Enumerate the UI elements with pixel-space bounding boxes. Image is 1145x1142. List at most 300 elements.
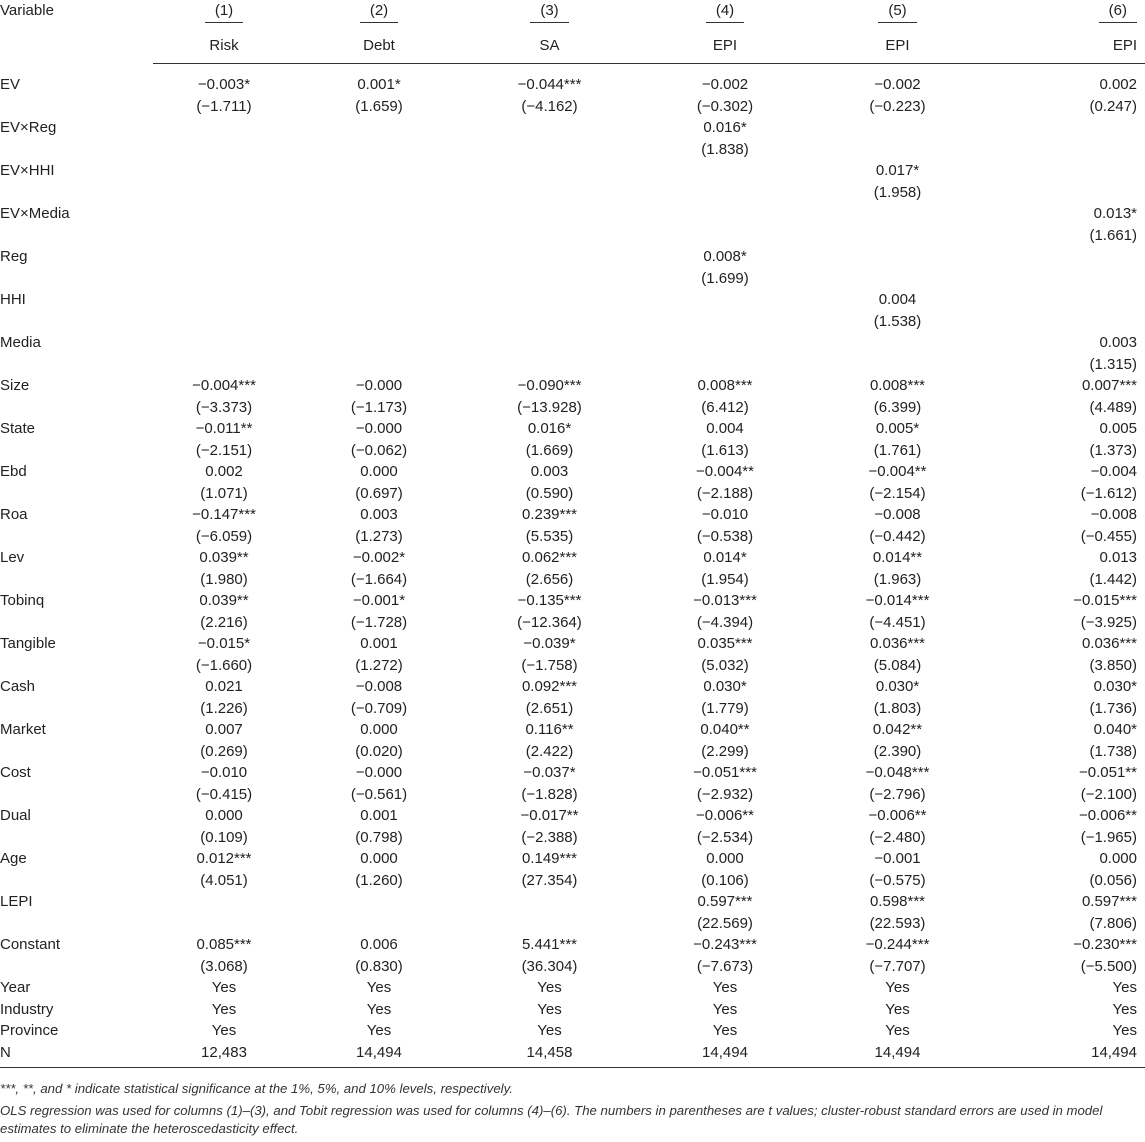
t-value-cell (981, 311, 1145, 333)
coefficient-cell (295, 332, 463, 354)
t-value-cell (463, 268, 636, 290)
t-value-cell: (−0.561) (350, 785, 408, 803)
coefficient-cell: 0.597*** (1081, 893, 1137, 910)
table-row (0, 805, 1145, 827)
coefficient-cell: 0.030* (875, 678, 920, 695)
coefficient-cell: −0.037* (523, 764, 576, 781)
coefficient-cell (981, 289, 1145, 311)
t-value-cell: (1.661) (1089, 226, 1137, 244)
t-value-cell: (1.669) (525, 441, 574, 459)
control-value-cell: 14,494 (981, 1042, 1145, 1068)
coefficient-cell (153, 289, 295, 311)
t-value-cell (814, 354, 981, 376)
coefficient-cell: −0.011** (195, 420, 253, 437)
t-value-cell: (−2.100) (1080, 785, 1137, 803)
table-row (0, 96, 1145, 118)
variable-label: Size (0, 377, 30, 394)
empty-label-cell (0, 311, 153, 333)
coefficient-cell: −0.015* (197, 635, 251, 652)
variable-label: Cost (0, 764, 31, 781)
t-value-cell: (−5.500) (1080, 957, 1137, 975)
coefficient-cell: 0.042** (872, 721, 923, 738)
t-value-cell (814, 268, 981, 290)
t-value-cell: (1.442) (1089, 570, 1137, 588)
coefficient-cell: 0.021 (205, 678, 243, 695)
control-value-cell: Yes (366, 1000, 392, 1018)
coefficient-cell: −0.243*** (693, 936, 757, 953)
coefficient-cell: −0.006** (1079, 807, 1137, 824)
column-number-3: (3) (463, 0, 636, 29)
coefficient-cell: −0.135*** (517, 592, 582, 609)
t-value-cell (636, 354, 814, 376)
t-value-cell: (−0.538) (696, 527, 754, 545)
coefficient-cell: 0.014** (872, 549, 923, 566)
table-row (0, 483, 1145, 505)
coefficient-cell: 0.006 (360, 936, 398, 953)
coefficient-cell (814, 332, 981, 354)
t-value-cell (153, 311, 295, 333)
variable-header: Variable (0, 2, 54, 19)
t-value-cell: (−0.455) (1080, 527, 1137, 545)
t-value-cell (463, 913, 636, 935)
empty-label-cell (0, 440, 153, 462)
t-value-cell: (0.247) (1089, 97, 1137, 115)
coefficient-cell: 0.000 (1099, 850, 1137, 867)
coefficient-cell: −0.244*** (865, 936, 930, 953)
t-value-cell: (−1.664) (350, 570, 408, 588)
t-value-cell: (5.032) (701, 656, 749, 674)
column-number-4: (4) (636, 0, 814, 29)
control-row (0, 1020, 1145, 1042)
table-row (0, 332, 1145, 354)
coefficient-cell: 0.039** (199, 549, 249, 566)
coefficient-cell: 0.597*** (697, 893, 753, 910)
control-label: Year (0, 979, 31, 996)
coefficient-cell: 0.000 (205, 807, 243, 824)
t-value-cell: (7.806) (1089, 914, 1137, 932)
t-value-cell: (27.354) (521, 871, 578, 889)
control-value-cell: 14,458 (463, 1042, 636, 1068)
table-row (0, 590, 1145, 612)
column-number-6: (6) (981, 0, 1145, 29)
t-value-cell: (−2.480) (869, 828, 926, 846)
coefficient-cell: −0.013*** (693, 592, 757, 609)
coefficient-cell: −0.002* (352, 549, 406, 566)
t-value-cell: (1.613) (701, 441, 749, 459)
variable-label: Dual (0, 807, 31, 824)
coefficient-cell: −0.000 (355, 377, 403, 394)
t-value-cell: (−2.932) (696, 785, 754, 803)
control-value-cell: Yes (366, 979, 392, 996)
coefficient-cell: 0.003 (530, 463, 569, 480)
coefficient-cell: 0.598*** (869, 893, 926, 910)
empty-label-cell (0, 741, 153, 763)
coefficient-cell: −0.015*** (1073, 592, 1137, 609)
table-body (0, 64, 1145, 1068)
coefficient-cell (814, 246, 981, 268)
coefficient-cell: −0.010 (200, 764, 248, 781)
t-value-cell (295, 268, 463, 290)
coefficient-cell: 0.036*** (869, 635, 926, 652)
t-value-cell: (22.593) (869, 914, 926, 932)
t-value-cell: (1.954) (701, 570, 749, 588)
coefficient-cell (295, 289, 463, 311)
t-value-cell: (1.803) (873, 699, 922, 717)
t-value-cell: (−7.673) (696, 957, 754, 975)
table-row (0, 117, 1145, 139)
empty-label-cell (0, 182, 153, 204)
coefficient-cell (463, 246, 636, 268)
control-label: Industry (0, 1000, 54, 1018)
coefficient-cell: 0.005* (875, 420, 920, 437)
t-value-cell: (2.422) (525, 742, 574, 760)
table-row (0, 698, 1145, 720)
variable-label: State (0, 420, 36, 437)
empty-label-cell (0, 139, 153, 161)
column-number-1: (1) (153, 0, 295, 29)
coefficient-cell: −0.147*** (192, 506, 256, 523)
table-notes (0, 1080, 1140, 1142)
coefficient-cell: 0.004 (878, 291, 917, 308)
coefficient-cell: 0.000 (360, 721, 398, 738)
t-value-cell: (−2.534) (696, 828, 754, 846)
dependent-variable-6: EPI (981, 29, 1145, 64)
table-row (0, 64, 1145, 96)
t-value-cell: (4.051) (200, 871, 248, 889)
coefficient-cell: 0.039** (199, 592, 249, 609)
coefficient-cell: 0.005 (1099, 420, 1137, 437)
table-row (0, 311, 1145, 333)
t-value-cell: (2.651) (525, 699, 574, 717)
control-row (0, 977, 1145, 999)
dependent-variable-3: SA (463, 29, 636, 64)
coefficient-cell (153, 891, 295, 913)
coefficient-cell: −0.044*** (517, 76, 582, 93)
table-row (0, 676, 1145, 698)
coefficient-cell (814, 117, 981, 139)
coefficient-cell: −0.002 (874, 76, 921, 93)
coefficient-cell: −0.004 (1090, 463, 1137, 480)
coefficient-cell (295, 117, 463, 139)
t-value-cell: (2.390) (873, 742, 922, 760)
t-value-cell: (1.838) (701, 140, 749, 158)
table-row (0, 182, 1145, 204)
t-value-cell: (−1.173) (350, 398, 408, 416)
t-value-cell (981, 139, 1145, 161)
table-row (0, 440, 1145, 462)
empty-label-cell (0, 698, 153, 720)
coefficient-cell: 0.035*** (697, 635, 753, 652)
coefficient-cell: 5.441*** (521, 936, 578, 953)
control-value-cell: Yes (537, 1022, 562, 1039)
t-value-cell (636, 311, 814, 333)
coefficient-cell: −0.001* (352, 592, 406, 609)
t-value-cell (463, 311, 636, 333)
coefficient-cell: 0.116** (525, 721, 574, 738)
t-value-cell: (1.980) (200, 570, 248, 588)
control-value-cell: Yes (1112, 1022, 1137, 1039)
t-value-cell: (−1.660) (195, 656, 253, 674)
coefficient-cell: 0.002 (1099, 76, 1137, 93)
coefficient-cell: 0.030* (1093, 678, 1137, 695)
variable-label: EV×Media (0, 205, 70, 222)
t-value-cell: (−1.612) (1080, 484, 1137, 502)
t-value-cell: (1.071) (200, 484, 248, 502)
t-value-cell (153, 182, 295, 204)
table-row (0, 719, 1145, 741)
coefficient-cell: −0.090*** (517, 377, 582, 394)
coefficient-cell (153, 203, 295, 225)
variable-label: Cash (0, 678, 36, 695)
table-row (0, 225, 1145, 247)
coefficient-cell: 0.017* (875, 162, 920, 179)
coefficient-cell (814, 203, 981, 225)
t-value-cell (153, 913, 295, 935)
t-value-cell (153, 139, 295, 161)
t-value-cell: (−2.796) (869, 785, 926, 803)
coefficient-cell: 0.016* (703, 119, 747, 136)
coefficient-cell: −0.000 (355, 764, 403, 781)
t-value-cell: (−2.188) (696, 484, 754, 502)
variable-label: Tobinq (0, 592, 45, 609)
method-note: OLS regression was used for columns (1)–(3), and Tobit regression was used for columns (4)–(6). The numbers in parentheses are t values; cluster-robust standard errors are used in model estimates to eliminate the heteroscedasticity effect. (0, 1103, 1103, 1136)
t-value-cell: (0.798) (355, 828, 403, 846)
coefficient-cell: 0.012*** (196, 850, 252, 867)
t-value-cell: (−2.388) (521, 828, 578, 846)
control-value-cell: 14,494 (636, 1042, 814, 1068)
table-row (0, 461, 1145, 483)
t-value-cell: (−0.442) (869, 527, 926, 545)
table-row (0, 397, 1145, 419)
empty-label-cell (0, 526, 153, 548)
t-value-cell: (−3.925) (1080, 613, 1137, 631)
table-row (0, 870, 1145, 892)
t-value-cell: (−4.394) (696, 613, 754, 631)
empty-label-cell (0, 956, 153, 978)
t-value-cell (295, 311, 463, 333)
coefficient-cell: 0.036*** (1081, 635, 1137, 652)
coefficient-cell (636, 160, 814, 182)
empty-label-cell (0, 655, 153, 677)
t-value-cell: (2.299) (701, 742, 749, 760)
t-value-cell: (1.761) (873, 441, 922, 459)
coefficient-cell (463, 289, 636, 311)
t-value-cell (463, 139, 636, 161)
table-row (0, 375, 1145, 397)
coefficient-cell (295, 891, 463, 913)
empty-label-cell (0, 96, 153, 118)
variable-label: LEPI (0, 893, 33, 910)
table-row (0, 139, 1145, 161)
t-value-cell: (1.958) (873, 183, 922, 201)
significance-note: ***, **, and * indicate statistical significance at the 1%, 5%, and 10% levels, respectively. (0, 1081, 513, 1096)
t-value-cell: (−2.154) (869, 484, 926, 502)
t-value-cell: (−3.373) (195, 398, 253, 416)
t-value-cell: (0.590) (525, 484, 574, 502)
t-value-cell: (1.699) (701, 269, 749, 287)
t-value-cell: (−0.709) (350, 699, 408, 717)
variable-label: Age (0, 850, 27, 867)
empty-label-cell (0, 569, 153, 591)
coefficient-cell: −0.230*** (1073, 936, 1137, 953)
control-value-cell: Yes (211, 979, 237, 996)
control-row (0, 1042, 1145, 1068)
table-row (0, 655, 1145, 677)
t-value-cell: (3.850) (1089, 656, 1137, 674)
table-row (0, 956, 1145, 978)
coefficient-cell: 0.149*** (521, 850, 578, 867)
coefficient-cell: 0.062*** (521, 549, 578, 566)
coefficient-cell: 0.003 (360, 506, 398, 523)
coefficient-cell (463, 891, 636, 913)
coefficient-cell: −0.001 (874, 850, 921, 867)
coefficient-cell: 0.040* (1093, 721, 1137, 738)
coefficient-cell (636, 289, 814, 311)
control-value-cell: Yes (211, 1000, 237, 1018)
t-value-cell: (−4.162) (521, 97, 578, 115)
control-value-cell: 14,494 (814, 1042, 981, 1068)
table-row (0, 762, 1145, 784)
variable-label: EV×HHI (0, 162, 55, 179)
coefficient-cell: −0.000 (355, 420, 403, 437)
table-row (0, 160, 1145, 182)
coefficient-cell (295, 246, 463, 268)
coefficient-cell (153, 160, 295, 182)
table-row (0, 246, 1145, 268)
table-row (0, 526, 1145, 548)
variable-label: EV (0, 75, 21, 93)
control-value-cell: Yes (885, 1022, 910, 1039)
coefficient-cell (981, 160, 1145, 182)
coefficient-cell (295, 203, 463, 225)
t-value-cell: (0.106) (701, 871, 749, 889)
coefficient-cell: −0.039* (523, 635, 576, 652)
coefficient-cell: −0.051*** (693, 764, 757, 781)
coefficient-cell: 0.016* (527, 420, 572, 437)
t-value-cell (295, 354, 463, 376)
coefficient-cell: −0.014*** (865, 592, 930, 609)
empty-label-cell (0, 268, 153, 290)
table-row (0, 418, 1145, 440)
t-value-cell: (22.569) (697, 914, 753, 932)
variable-label: HHI (0, 291, 26, 308)
t-value-cell: (1.272) (355, 656, 403, 674)
coefficient-cell: −0.006** (868, 807, 927, 824)
t-value-cell: (−13.928) (517, 398, 582, 416)
coefficient-cell: −0.008 (1090, 506, 1137, 523)
t-value-cell (295, 139, 463, 161)
t-value-cell: (2.216) (200, 613, 248, 631)
coefficient-cell (463, 117, 636, 139)
t-value-cell: (1.260) (355, 871, 403, 889)
table-row (0, 633, 1145, 655)
t-value-cell: (1.315) (1089, 355, 1137, 373)
t-value-cell (295, 182, 463, 204)
t-value-cell: (0.830) (355, 957, 403, 975)
coefficient-cell: 0.001 (360, 807, 398, 824)
t-value-cell: (−1.758) (521, 656, 578, 674)
empty-label-cell (0, 827, 153, 849)
t-value-cell: (0.020) (355, 742, 403, 760)
control-value-cell: Yes (537, 1000, 562, 1018)
t-value-cell: (0.109) (200, 828, 248, 846)
dependent-variable-1: Risk (153, 29, 295, 64)
table-row (0, 848, 1145, 870)
table-row (0, 913, 1145, 935)
t-value-cell (153, 225, 295, 247)
variable-label: Reg (0, 248, 28, 265)
control-value-cell: Yes (712, 1022, 738, 1039)
control-value-cell: Yes (712, 979, 738, 996)
variable-label: Market (0, 721, 46, 738)
coefficient-cell: 0.014* (703, 549, 747, 566)
coefficient-cell (981, 246, 1145, 268)
t-value-cell: (5.084) (873, 656, 922, 674)
t-value-cell: (0.056) (1089, 871, 1137, 889)
t-value-cell: (0.269) (200, 742, 248, 760)
coefficient-cell: 0.092*** (521, 678, 578, 695)
coefficient-cell: −0.008 (874, 506, 921, 523)
coefficient-cell (295, 160, 463, 182)
t-value-cell: (1.659) (355, 97, 403, 115)
control-label: Province (0, 1022, 59, 1039)
coefficient-cell: −0.010 (701, 506, 749, 523)
t-value-cell: (2.656) (525, 570, 574, 588)
empty-label-cell (0, 870, 153, 892)
coefficient-cell (636, 332, 814, 354)
table-row (0, 354, 1145, 376)
t-value-cell: (3.068) (200, 957, 248, 975)
control-value-cell: Yes (712, 1000, 738, 1018)
coefficient-cell: 0.000 (360, 463, 398, 480)
table-row (0, 569, 1145, 591)
t-value-cell: (6.412) (701, 398, 749, 416)
control-value-cell: 14,494 (295, 1042, 463, 1068)
variable-label: Constant (0, 936, 61, 953)
t-value-cell (814, 225, 981, 247)
coefficient-cell: 0.003 (1099, 334, 1137, 351)
coefficient-cell (463, 203, 636, 225)
control-value-cell: 12,483 (153, 1042, 295, 1068)
coefficient-cell (981, 117, 1145, 139)
t-value-cell (463, 354, 636, 376)
t-value-cell: (1.273) (355, 527, 403, 545)
control-row (0, 999, 1145, 1021)
coefficient-cell (636, 203, 814, 225)
coefficient-cell: −0.051** (1079, 764, 1137, 781)
t-value-cell: (1.226) (200, 699, 248, 717)
control-value-cell: Yes (1112, 979, 1137, 996)
t-value-cell: (−0.062) (350, 441, 408, 459)
table-row (0, 612, 1145, 634)
coefficient-cell: 0.030* (703, 678, 747, 695)
table-row (0, 891, 1145, 913)
coefficient-cell (463, 160, 636, 182)
control-value-cell: Yes (885, 979, 910, 996)
t-value-cell: (−0.415) (195, 785, 253, 803)
t-value-cell: (−6.059) (195, 527, 253, 545)
empty-label-cell (0, 354, 153, 376)
t-value-cell: (4.489) (1089, 398, 1137, 416)
coefficient-cell (463, 332, 636, 354)
t-value-cell: (−0.223) (869, 97, 926, 115)
coefficient-cell: −0.017** (520, 807, 579, 824)
column-number-2: (2) (295, 0, 463, 29)
table-row (0, 504, 1145, 526)
coefficient-cell: 0.007 (205, 721, 243, 738)
t-value-cell: (−4.451) (869, 613, 926, 631)
t-value-cell (295, 913, 463, 935)
